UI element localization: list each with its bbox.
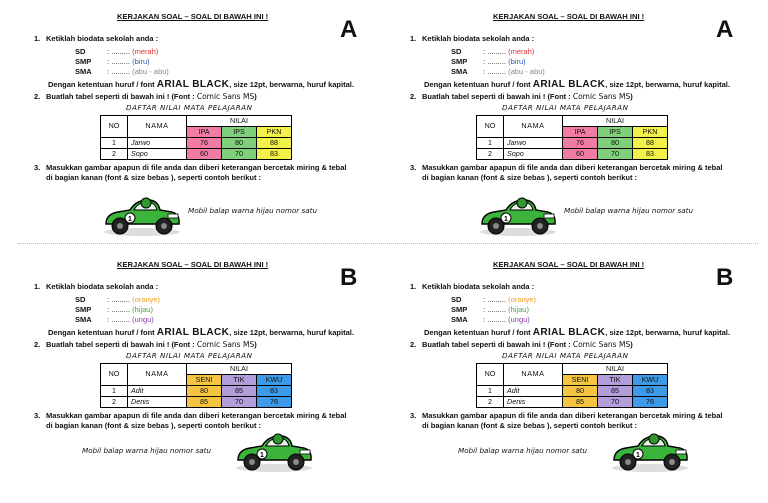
sheet-letter: B — [716, 264, 734, 291]
table-header-nilai: NILAI — [563, 364, 668, 375]
table-title: DAFTAR NILAI MATA PELAJARAN — [126, 351, 253, 360]
question-3-line2 — [46, 173, 261, 182]
biodata-key: SMA — [75, 315, 92, 324]
question-text: Buatlah tabel seperti di bawah ini ! (Font : — [46, 92, 197, 101]
biodata-color: (merah) — [508, 47, 535, 56]
question-font: Comic Sans MS — [196, 340, 255, 349]
table-subject-1: IPS — [222, 127, 257, 138]
question-number: 2. — [410, 92, 417, 101]
biodata-line-2 — [451, 67, 545, 76]
table-subject-2: PKN — [257, 127, 292, 138]
table-cell-score: 85 — [563, 397, 598, 408]
grades-table — [100, 363, 292, 408]
table-cell-score: 60 — [563, 149, 598, 160]
table-header-row — [477, 364, 668, 375]
grades-table — [476, 115, 668, 160]
question-number: 1. — [34, 282, 41, 291]
condition-pre: Dengan ketentuan huruf / font — [424, 80, 533, 89]
car-number: 1 — [260, 452, 264, 459]
question-text: Ketiklah biodata sekolah anda : — [46, 34, 159, 43]
table-cell-no: 2 — [101, 149, 128, 160]
car-picture — [102, 190, 182, 238]
table-cell-no: 2 — [101, 397, 128, 408]
biodata-sep: : ......... — [483, 295, 507, 304]
sheet-letter: A — [340, 16, 358, 43]
question-3 — [410, 411, 723, 420]
question-text: Buatlah tabel seperti di bawah ini ! (Font : — [46, 340, 197, 349]
table-cell-no: 2 — [477, 397, 504, 408]
biodata-sep: : ......... — [483, 305, 507, 314]
car-caption: Mobil balap warna hijau nomor satu — [82, 446, 212, 455]
question-number: 2. — [34, 340, 41, 349]
biodata-key: SD — [75, 295, 86, 304]
table-cell-score: 70 — [598, 149, 633, 160]
question-1 — [34, 282, 158, 291]
table-cell-no: 1 — [477, 386, 504, 397]
question-2 — [34, 92, 257, 101]
question-text-line1: Masukkan gambar apapun di file anda dan diberi keterangan bercetak miring & tebal — [46, 163, 347, 172]
question-text-line2: di bagian kanan (font & size bebas ), seperti contoh berikut : — [46, 173, 262, 182]
table-cell-score: 80 — [598, 138, 633, 149]
table-header-row — [477, 116, 668, 127]
font-condition — [424, 79, 730, 91]
biodata-sep: : ......... — [107, 47, 131, 56]
biodata-sep: : ......... — [107, 295, 131, 304]
question-close: ) — [630, 92, 633, 101]
biodata-color: (abu - abu) — [508, 67, 545, 76]
table-cell-nama: Denis — [128, 397, 187, 408]
car-caption: Mobil balap warna hijau nomor satu — [564, 206, 694, 215]
biodata-color: (hijau) — [132, 305, 153, 314]
biodata-key: SD — [451, 295, 462, 304]
exercise-sheet-1 — [398, 12, 768, 252]
table-cell-score: 80 — [222, 138, 257, 149]
table-cell-nama: Jarwo — [128, 138, 187, 149]
question-number: 3. — [410, 163, 417, 172]
race-car-image — [234, 426, 314, 474]
biodata-line-0 — [451, 47, 534, 56]
question-text-line2: di bagian kanan (font & size bebas ), seperti contoh berikut : — [422, 421, 638, 430]
question-1 — [410, 34, 534, 43]
table-cell-score: 70 — [222, 397, 257, 408]
biodata-line-0 — [75, 47, 158, 56]
table-cell-score: 83 — [257, 386, 292, 397]
table-cell-score: 85 — [598, 386, 633, 397]
biodata-color: (hijau) — [508, 305, 529, 314]
car-picture — [610, 426, 690, 474]
biodata-color: (abu - abu) — [132, 67, 169, 76]
sheet-divider — [18, 243, 758, 244]
table-row — [101, 386, 292, 397]
question-3-line2 — [422, 173, 637, 182]
table-row — [101, 397, 292, 408]
question-number: 1. — [34, 34, 41, 43]
question-number: 2. — [410, 340, 417, 349]
table-row — [477, 397, 668, 408]
table-header-nama: NAMA — [504, 364, 563, 386]
car-number: 1 — [504, 216, 508, 223]
car-number: 1 — [128, 216, 132, 223]
table-header-row — [101, 116, 292, 127]
biodata-color: (oranye) — [132, 295, 161, 304]
condition-pre: Dengan ketentuan huruf / font — [424, 328, 533, 337]
sheet-letter: B — [340, 264, 358, 291]
font-condition — [48, 79, 354, 91]
sheet-title: KERJAKAN SOAL – SOAL DI BAWAH INI ! — [117, 12, 269, 21]
biodata-line-2 — [75, 67, 169, 76]
car-picture — [478, 190, 558, 238]
table-subject-0: SENI — [187, 375, 222, 386]
table-cell-nama: Denis — [504, 397, 563, 408]
question-font: Comic Sans MS — [196, 92, 255, 101]
question-3-line2 — [422, 421, 637, 430]
table-cell-nama: Sopo — [128, 149, 187, 160]
table-header-nilai: NILAI — [187, 364, 292, 375]
grades-table — [476, 363, 668, 408]
question-3 — [410, 163, 723, 172]
table-cell-score: 83 — [633, 386, 668, 397]
table-header-no: NO — [477, 116, 504, 138]
biodata-line-2 — [75, 315, 154, 324]
table-subject-0: IPA — [563, 127, 598, 138]
question-number: 1. — [410, 282, 417, 291]
question-number: 3. — [34, 163, 41, 172]
table-header-no: NO — [101, 116, 128, 138]
table-row — [101, 149, 292, 160]
table-title: DAFTAR NILAI MATA PELAJARAN — [126, 103, 253, 112]
table-cell-nama: Jarwo — [504, 138, 563, 149]
table-cell-no: 1 — [101, 386, 128, 397]
biodata-key: SMP — [75, 57, 92, 66]
biodata-sep: : ......... — [107, 57, 131, 66]
question-1 — [34, 34, 158, 43]
car-picture — [234, 426, 314, 474]
question-close: ) — [630, 340, 633, 349]
sheet-title: KERJAKAN SOAL – SOAL DI BAWAH INI ! — [117, 260, 269, 269]
biodata-line-2 — [451, 315, 530, 324]
race-car-image — [610, 426, 690, 474]
biodata-line-0 — [451, 295, 536, 304]
table-title: DAFTAR NILAI MATA PELAJARAN — [502, 351, 629, 360]
table-subject-2: KWU — [257, 375, 292, 386]
biodata-line-1 — [451, 57, 526, 66]
race-car-image — [102, 190, 182, 238]
table-cell-score: 83 — [633, 149, 668, 160]
question-2 — [34, 340, 257, 349]
biodata-sep: : ......... — [107, 305, 131, 314]
table-header-row — [101, 364, 292, 375]
table-row — [477, 386, 668, 397]
question-number: 1. — [410, 34, 417, 43]
biodata-line-1 — [75, 57, 150, 66]
condition-pre: Dengan ketentuan huruf / font — [48, 328, 157, 337]
question-3 — [34, 411, 347, 420]
biodata-line-0 — [75, 295, 160, 304]
table-header-nama: NAMA — [128, 364, 187, 386]
biodata-color: (merah) — [132, 47, 159, 56]
table-header-no: NO — [101, 364, 128, 386]
question-close: ) — [254, 92, 257, 101]
table-header-nama: NAMA — [504, 116, 563, 138]
grades-table — [100, 115, 292, 160]
biodata-sep: : ......... — [107, 67, 131, 76]
table-subject-1: TIK — [222, 375, 257, 386]
biodata-key: SMP — [75, 305, 92, 314]
exercise-sheet-0 — [22, 12, 392, 252]
table-cell-score: 85 — [187, 397, 222, 408]
question-text-line1: Masukkan gambar apapun di file anda dan diberi keterangan bercetak miring & tebal — [422, 411, 723, 420]
condition-post: , size 12pt, berwarna, huruf kapital. — [229, 328, 354, 337]
table-cell-score: 76 — [563, 138, 598, 149]
question-1 — [410, 282, 534, 291]
biodata-key: SMA — [75, 67, 92, 76]
question-text-line1: Masukkan gambar apapun di file anda dan diberi keterangan bercetak miring & tebal — [46, 411, 347, 420]
table-cell-score: 80 — [187, 386, 222, 397]
table-cell-no: 2 — [477, 149, 504, 160]
question-text-line1: Masukkan gambar apapun di file anda dan diberi keterangan bercetak miring & tebal — [422, 163, 723, 172]
question-text: Ketiklah biodata sekolah anda : — [422, 282, 535, 291]
table-title: DAFTAR NILAI MATA PELAJARAN — [502, 103, 629, 112]
table-cell-score: 76 — [187, 138, 222, 149]
biodata-key: SMP — [451, 305, 468, 314]
table-row — [477, 149, 668, 160]
question-text: Ketiklah biodata sekolah anda : — [46, 282, 159, 291]
table-cell-score: 80 — [563, 386, 598, 397]
table-cell-nama: Sopo — [504, 149, 563, 160]
biodata-color: (ungu) — [508, 315, 530, 324]
table-header-nama: NAMA — [128, 116, 187, 138]
table-cell-score: 70 — [598, 397, 633, 408]
table-subject-0: IPA — [187, 127, 222, 138]
question-text-line2: di bagian kanan (font & size bebas ), seperti contoh berikut : — [46, 421, 262, 430]
biodata-color: (biru) — [508, 57, 526, 66]
font-condition — [48, 327, 354, 339]
biodata-sep: : ......... — [483, 47, 507, 56]
biodata-line-1 — [75, 305, 153, 314]
condition-post: , size 12pt, berwarna, huruf kapital. — [605, 328, 730, 337]
table-cell-score: 60 — [187, 149, 222, 160]
sheet-title: KERJAKAN SOAL – SOAL DI BAWAH INI ! — [493, 260, 645, 269]
table-subject-1: IPS — [598, 127, 633, 138]
question-number: 2. — [34, 92, 41, 101]
question-number: 3. — [34, 411, 41, 420]
question-3 — [34, 163, 347, 172]
table-cell-score: 70 — [222, 149, 257, 160]
question-2 — [410, 340, 633, 349]
question-font: Comic Sans MS — [572, 340, 631, 349]
condition-post: , size 12pt, berwarna, huruf kapital. — [229, 80, 354, 89]
font-condition — [424, 327, 730, 339]
table-cell-score: 85 — [222, 386, 257, 397]
biodata-sep: : ......... — [107, 315, 131, 324]
biodata-sep: : ......... — [483, 57, 507, 66]
condition-font: ARIAL BLACK — [156, 79, 230, 90]
exercise-sheet-2 — [22, 260, 392, 500]
car-caption: Mobil balap warna hijau nomor satu — [188, 206, 318, 215]
condition-font: ARIAL BLACK — [156, 327, 230, 338]
question-text: Buatlah tabel seperti di bawah ini ! (Font : — [422, 340, 573, 349]
table-cell-score: 76 — [633, 397, 668, 408]
table-row — [477, 138, 668, 149]
table-cell-score: 83 — [257, 149, 292, 160]
biodata-color: (biru) — [132, 57, 150, 66]
table-cell-no: 1 — [477, 138, 504, 149]
question-text-line2: di bagian kanan (font & size bebas ), seperti contoh berikut : — [422, 173, 638, 182]
table-cell-score: 76 — [257, 397, 292, 408]
biodata-key: SMP — [451, 57, 468, 66]
race-car-image — [478, 190, 558, 238]
table-header-no: NO — [477, 364, 504, 386]
biodata-sep: : ......... — [483, 67, 507, 76]
table-subject-0: SENI — [563, 375, 598, 386]
question-3-line2 — [46, 421, 261, 430]
table-cell-score: 88 — [257, 138, 292, 149]
table-header-nilai: NILAI — [187, 116, 292, 127]
question-text: Buatlah tabel seperti di bawah ini ! (Font : — [422, 92, 573, 101]
table-cell-nama: Adit — [128, 386, 187, 397]
question-number: 3. — [410, 411, 417, 420]
car-caption: Mobil balap warna hijau nomor satu — [458, 446, 588, 455]
condition-font: ARIAL BLACK — [532, 327, 606, 338]
biodata-key: SD — [75, 47, 86, 56]
question-2 — [410, 92, 633, 101]
condition-post: , size 12pt, berwarna, huruf kapital. — [605, 80, 730, 89]
exercise-sheet-3 — [398, 260, 768, 500]
table-cell-nama: Adit — [504, 386, 563, 397]
table-cell-score: 88 — [633, 138, 668, 149]
table-header-nilai: NILAI — [563, 116, 668, 127]
question-close: ) — [254, 340, 257, 349]
question-text: Ketiklah biodata sekolah anda : — [422, 34, 535, 43]
biodata-line-1 — [451, 305, 529, 314]
sheet-letter: A — [716, 16, 734, 43]
condition-pre: Dengan ketentuan huruf / font — [48, 80, 157, 89]
table-cell-no: 1 — [101, 138, 128, 149]
biodata-key: SMA — [451, 315, 468, 324]
question-font: Comic Sans MS — [572, 92, 631, 101]
biodata-color: (ungu) — [132, 315, 154, 324]
table-subject-2: PKN — [633, 127, 668, 138]
biodata-key: SMA — [451, 67, 468, 76]
car-number: 1 — [636, 452, 640, 459]
table-row — [101, 138, 292, 149]
biodata-key: SD — [451, 47, 462, 56]
condition-font: ARIAL BLACK — [532, 79, 606, 90]
biodata-sep: : ......... — [483, 315, 507, 324]
biodata-color: (oranye) — [508, 295, 537, 304]
table-subject-1: TIK — [598, 375, 633, 386]
table-subject-2: KWU — [633, 375, 668, 386]
sheet-title: KERJAKAN SOAL – SOAL DI BAWAH INI ! — [493, 12, 645, 21]
